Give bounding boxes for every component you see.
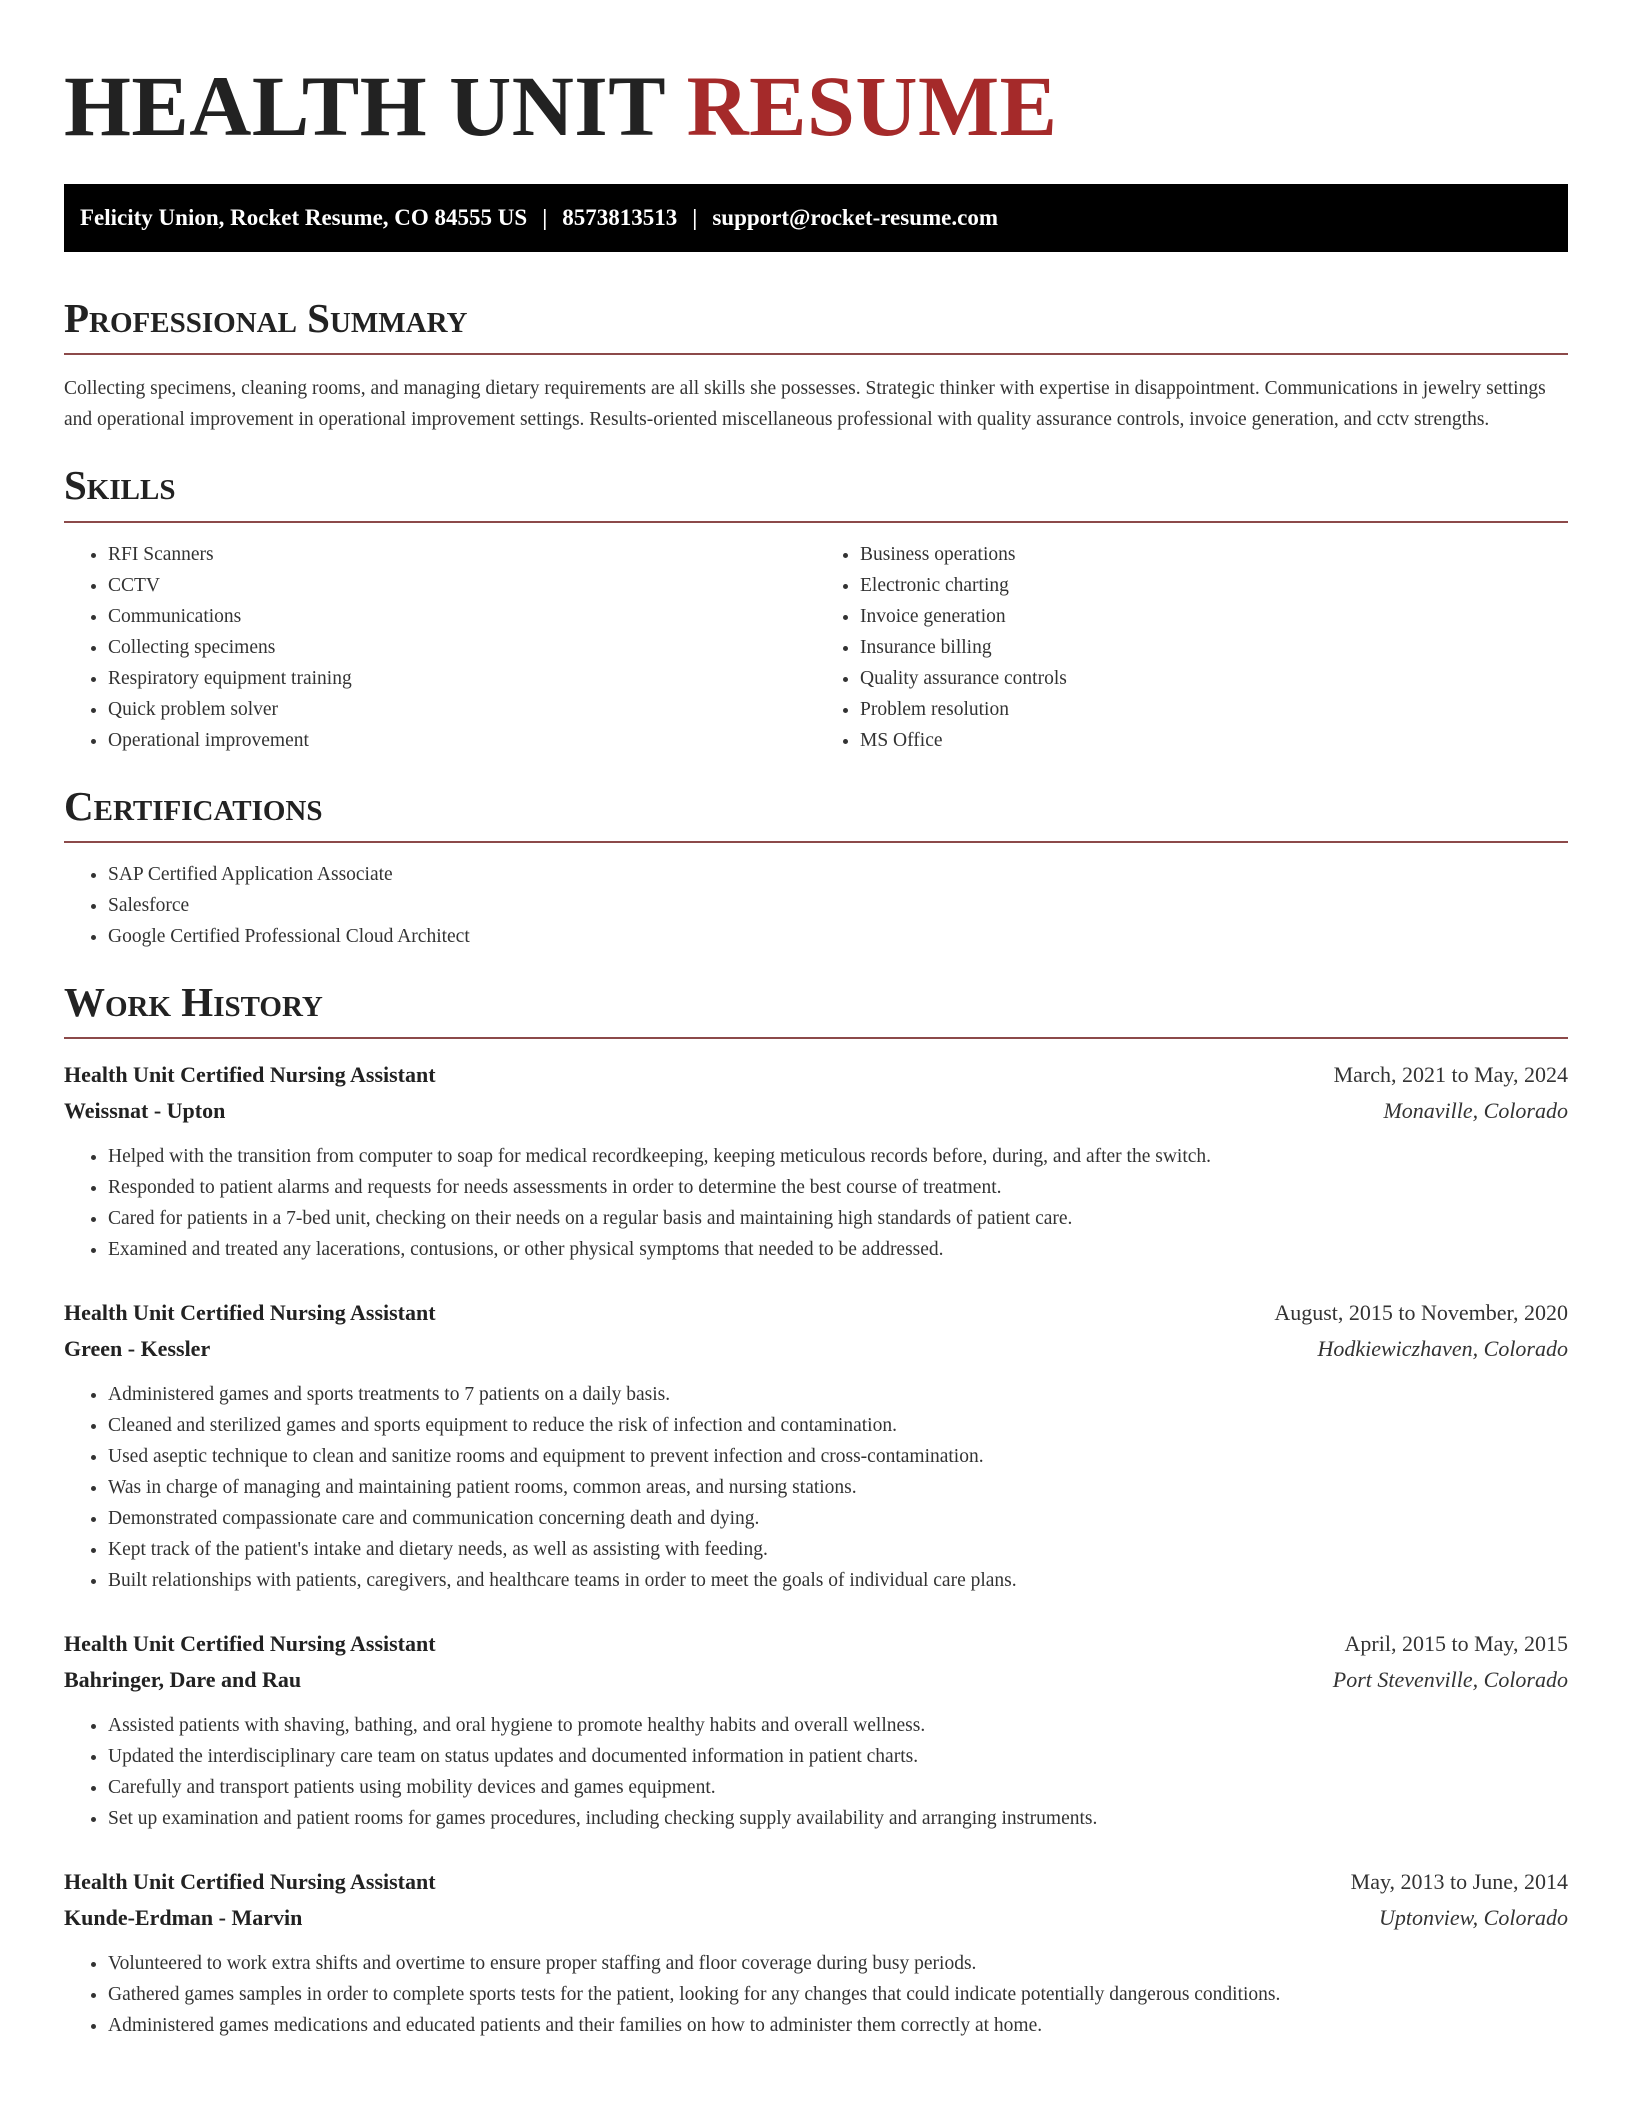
job-dates: August, 2015 to November, 2020 — [1274, 1299, 1568, 1325]
skill-item: • Collecting specimens — [108, 632, 816, 663]
summary-section — [64, 294, 1568, 435]
job-title: Health Unit Certified Nursing Assistant — [64, 1299, 436, 1325]
job-header — [64, 1864, 1568, 1900]
skill-item: • Operational improvement — [108, 725, 816, 756]
job-subheader — [64, 1900, 1568, 1936]
skills-list-left — [64, 539, 816, 756]
skills-columns — [64, 539, 1568, 756]
skill-item: • Respiratory equipment training — [108, 663, 816, 694]
job-header — [64, 1057, 1568, 1093]
summary-text: Collecting specimens, cleaning rooms, and managing dietary requirements are all skills she possesses. Strategic thinker with expertise in disappointment. Communications in jewelry settings and operational improvement in operational improvement settings. Results-oriented miscellaneous professional with quality assurance controls, invoice generation, and cctv strengths. — [64, 378, 1546, 431]
certifications-section — [64, 782, 1568, 952]
certification-item: • Salesforce — [108, 890, 1568, 921]
skill-item: • Insurance billing — [860, 632, 1568, 663]
job-dates: March, 2021 to May, 2024 — [1333, 1061, 1568, 1087]
job-header — [64, 1295, 1568, 1331]
job-duty-item: • Demonstrated compassionate care and communication concerning death and dying. — [108, 1503, 1568, 1534]
job-duty-item: • Used aseptic technique to clean and sanitize rooms and equipment to prevent infection and cross-contamination. — [108, 1441, 1568, 1472]
contact-email: support@rocket-resume.com — [712, 205, 998, 231]
skills-section — [64, 461, 1568, 755]
work-history-list — [64, 1057, 1568, 2041]
job-subheader — [64, 1093, 1568, 1129]
job-location: Port Stevenville, Colorado — [1332, 1666, 1568, 1692]
job-duty-item: • Cleaned and sterilized games and sports equipment to reduce the risk of infection and contamination. — [108, 1410, 1568, 1441]
certification-item: • Google Certified Professional Cloud Architect — [108, 921, 1568, 952]
job-dates: May, 2013 to June, 2014 — [1350, 1868, 1568, 1894]
certification-item: • SAP Certified Application Associate — [108, 859, 1568, 890]
contact-separator: | — [692, 205, 698, 231]
job-title: Health Unit Certified Nursing Assistant — [64, 1868, 436, 1894]
skill-item: • MS Office — [860, 725, 1568, 756]
contact-bar — [64, 184, 1568, 252]
work-heading: Work History — [64, 978, 323, 1025]
job-company: Green - Kessler — [64, 1335, 211, 1361]
skill-item: • Communications — [108, 601, 816, 632]
job-duty-item: • Assisted patients with shaving, bathing, and oral hygiene to promote healthy habits and overall wellness. — [108, 1710, 1568, 1741]
job-duty-item: • Built relationships with patients, caregivers, and healthcare teams in order to meet the goals of individual care plans. — [108, 1565, 1568, 1596]
job-company: Weissnat - Upton — [64, 1097, 226, 1123]
job-duties-list — [64, 1710, 1568, 1834]
contact-separator: | — [542, 205, 548, 231]
job-duty-item: • Kept track of the patient's intake and dietary needs, as well as assisting with feeding. — [108, 1534, 1568, 1565]
job-duties-list — [64, 1141, 1568, 1265]
job-company: Kunde-Erdman - Marvin — [64, 1904, 303, 1930]
job-duties-list — [64, 1379, 1568, 1596]
skill-item: • Quality assurance controls — [860, 663, 1568, 694]
job-entry — [64, 1295, 1568, 1596]
job-duty-item: • Carefully and transport patients using mobility devices and games equipment. — [108, 1772, 1568, 1803]
certifications-list — [64, 859, 1568, 952]
skill-item: • RFI Scanners — [108, 539, 816, 570]
title-main: HEALTH UNIT — [64, 58, 665, 154]
certifications-heading: Certifications — [64, 782, 323, 829]
job-duty-item: • Set up examination and patient rooms for games procedures, including checking supply availability and arranging instruments. — [108, 1803, 1568, 1834]
job-duty-item: • Examined and treated any lacerations, contusions, or other physical symptoms that needed to be addressed. — [108, 1234, 1568, 1265]
job-duty-item: • Was in charge of managing and maintaining patient rooms, common areas, and nursing stations. — [108, 1472, 1568, 1503]
summary-heading: Professional Summary — [64, 295, 468, 342]
skill-item: • Problem resolution — [860, 694, 1568, 725]
resume-title — [64, 0, 1568, 158]
job-duty-item: • Gathered games samples in order to complete sports tests for the patient, looking for any changes that could indicate potentially dangerous conditions. — [108, 1979, 1568, 2010]
job-location: Hodkiewiczhaven, Colorado — [1317, 1335, 1568, 1361]
job-title: Health Unit Certified Nursing Assistant — [64, 1630, 436, 1656]
job-header — [64, 1626, 1568, 1662]
section-divider — [64, 521, 1568, 523]
job-entry — [64, 1864, 1568, 2041]
section-divider — [64, 1037, 1568, 1039]
job-duty-item: • Volunteered to work extra shifts and overtime to ensure proper staffing and floor coverage during busy periods. — [108, 1948, 1568, 1979]
job-entry — [64, 1626, 1568, 1834]
contact-phone: 8573813513 — [562, 205, 678, 231]
job-location: Monaville, Colorado — [1383, 1097, 1568, 1123]
job-location: Uptonview, Colorado — [1378, 1904, 1568, 1930]
skill-item: • Electronic charting — [860, 570, 1568, 601]
skill-item: • CCTV — [108, 570, 816, 601]
skill-item: • Business operations — [860, 539, 1568, 570]
section-divider — [64, 841, 1568, 843]
job-dates: April, 2015 to May, 2015 — [1344, 1630, 1568, 1656]
job-duty-item: • Cared for patients in a 7-bed unit, checking on their needs on a regular basis and maintaining high standards of patient care. — [108, 1203, 1568, 1234]
title-accent: RESUME — [686, 58, 1058, 154]
job-duty-item: • Administered games and sports treatments to 7 patients on a daily basis. — [108, 1379, 1568, 1410]
job-duty-item: • Administered games medications and educated patients and their families on how to administer them correctly at home. — [108, 2010, 1568, 2041]
job-duty-item: • Updated the interdisciplinary care team on status updates and documented information in patient charts. — [108, 1741, 1568, 1772]
skill-item: • Invoice generation — [860, 601, 1568, 632]
skill-item: • Quick problem solver — [108, 694, 816, 725]
job-title: Health Unit Certified Nursing Assistant — [64, 1061, 436, 1087]
job-duties-list — [64, 1948, 1568, 2041]
job-duty-item: • Responded to patient alarms and requests for needs assessments in order to determine the best course of treatment. — [108, 1172, 1568, 1203]
skills-list-right — [816, 539, 1568, 756]
job-duty-item: • Helped with the transition from computer to soap for medical recordkeeping, keeping meticulous records before, during, and after the switch. — [108, 1141, 1568, 1172]
work-section — [64, 978, 1568, 2041]
skills-heading: Skills — [64, 462, 176, 509]
job-subheader — [64, 1331, 1568, 1367]
job-subheader — [64, 1662, 1568, 1698]
section-divider — [64, 353, 1568, 355]
job-company: Bahringer, Dare and Rau — [64, 1666, 302, 1692]
contact-address: Felicity Union, Rocket Resume, CO 84555 US — [80, 205, 528, 231]
job-entry — [64, 1057, 1568, 1265]
